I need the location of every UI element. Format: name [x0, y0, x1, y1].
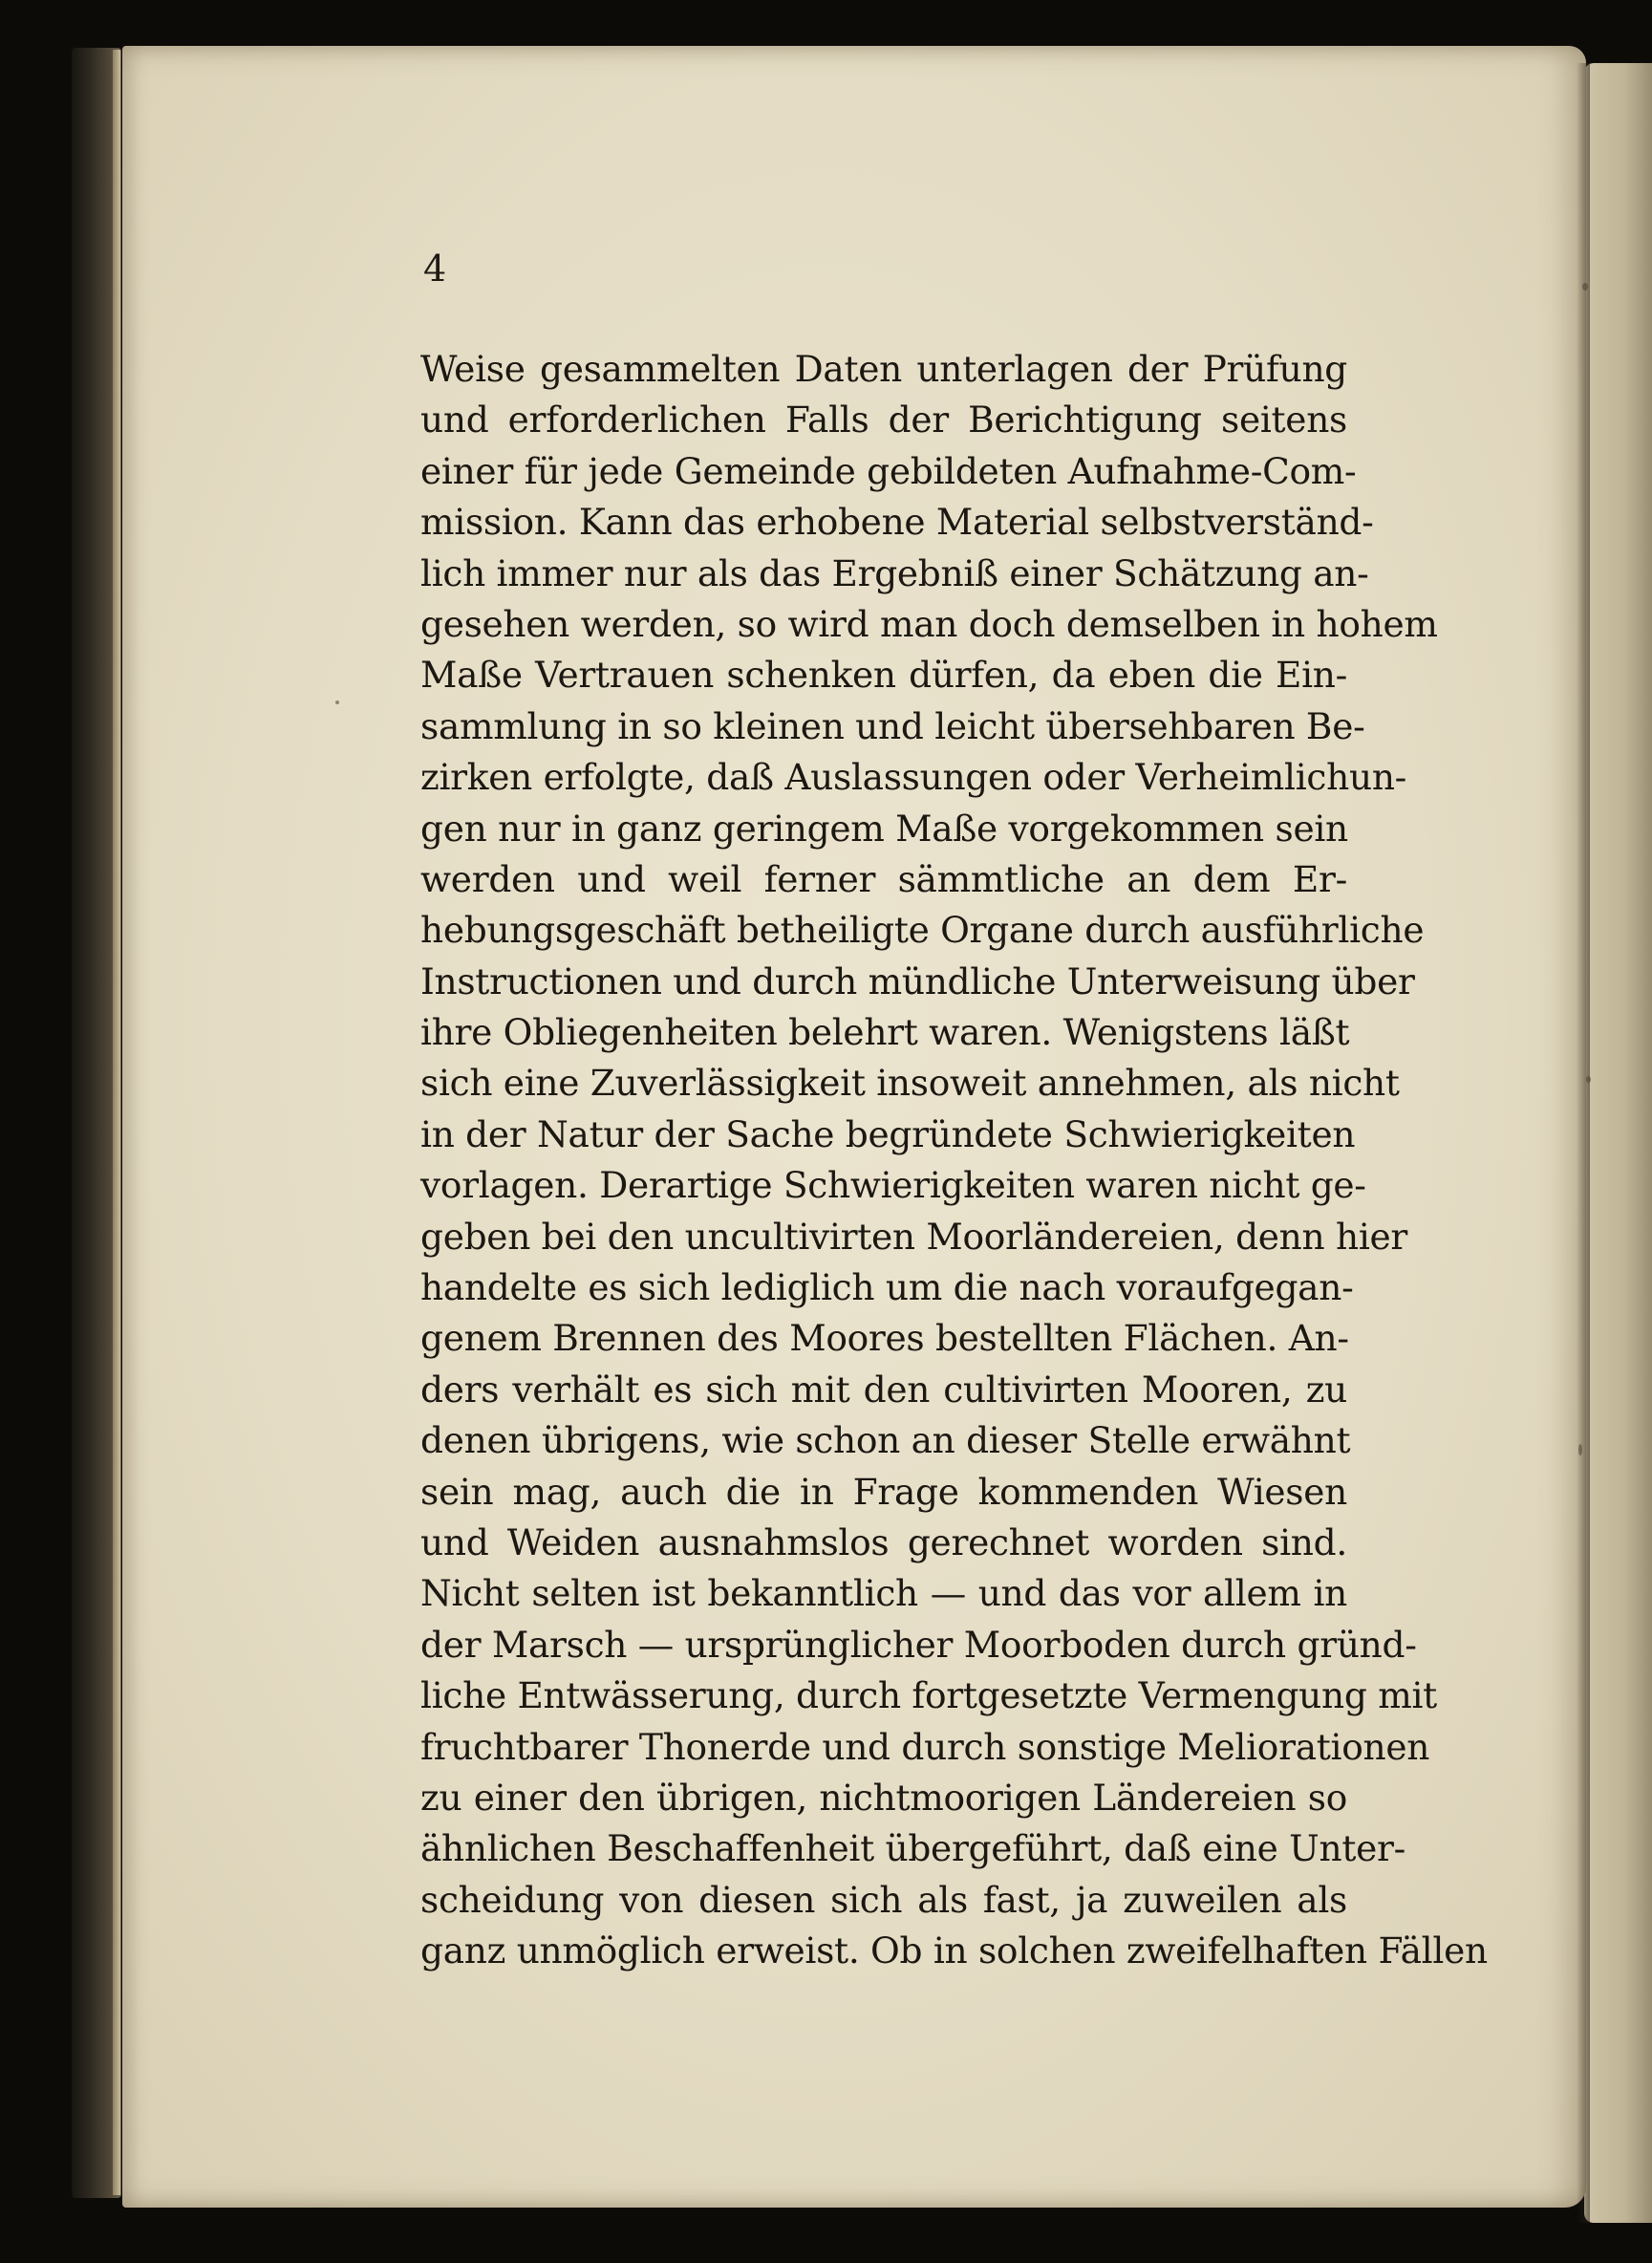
- text-line: liche Entwässerung, durch fortgesetzte Vermengung mit: [420, 1674, 1437, 1717]
- text-line: Maße Vertrauen schenken dürfen, da eben die Ein-: [420, 654, 1347, 697]
- page-gutter-shadow: [1577, 63, 1590, 2223]
- text-line: mission. Kann das erhobene Material selbstverständ-: [420, 501, 1374, 544]
- text-line: sammlung in so kleinen und leicht übersehbaren Be-: [420, 704, 1365, 747]
- text-line: denen übrigens, wie schon an dieser Stelle erwähnt: [420, 1419, 1351, 1462]
- text-line: zu einer den übrigen, nichtmoorigen Ländereien so: [420, 1776, 1347, 1819]
- text-line: Instructionen und durch mündliche Unterweisung über: [420, 959, 1415, 1002]
- text-line: genem Brennen des Moores bestellten Flächen. An-: [420, 1317, 1349, 1360]
- text-line: fruchtbarer Thonerde und durch sonstige Meliorationen: [420, 1725, 1430, 1768]
- text-line: und Weiden ausnahmslos gerechnet worden sind.: [420, 1520, 1347, 1563]
- text-line: werden und weil ferner sämmtliche an dem Er-: [420, 857, 1347, 900]
- text-line: sein mag, auch die in Frage kommenden Wiesen: [420, 1470, 1347, 1513]
- text-line: Nicht selten ist bekanntlich — und das vor allem in: [420, 1572, 1347, 1615]
- spine-page-edge: [113, 50, 120, 2195]
- text-line: ders verhält es sich mit den cultivirten Mooren, zu: [420, 1368, 1347, 1411]
- paper-speck: [1582, 283, 1588, 291]
- text-line: ihre Obliegenheiten belehrt waren. Wenigstens läßt: [420, 1011, 1350, 1054]
- paper-speck: [1578, 1444, 1582, 1455]
- text-line: sich eine Zuverlässigkeit insoweit annehmen, als nicht: [420, 1062, 1400, 1105]
- text-line: einer für jede Gemeinde gebildeten Aufnahme-Com-: [420, 449, 1357, 492]
- text-line: ganz unmöglich erweist. Ob in solchen zweifelhaften Fällen: [420, 1929, 1488, 1972]
- paper-speck: [335, 700, 339, 704]
- text-line: scheidung von diesen sich als fast, ja zuweilen als: [420, 1878, 1347, 1921]
- paper-speck: [1586, 1076, 1591, 1083]
- text-line: in der Natur der Sache begründete Schwierigkeiten: [420, 1112, 1356, 1155]
- page-number: 4: [423, 248, 447, 290]
- text-line: geben bei den uncultivirten Moorländereien, denn hier: [420, 1215, 1408, 1258]
- text-line: zirken erfolgte, daß Auslassungen oder Verheimlichun-: [420, 756, 1407, 799]
- facing-page-edge: [1584, 63, 1652, 2223]
- text-line: Weise gesammelten Daten unterlagen der Prüfung: [420, 348, 1347, 390]
- text-line: handelte es sich lediglich um die nach voraufgegan-: [420, 1266, 1354, 1309]
- text-line: gen nur in ganz geringem Maße vorgekommen sein: [420, 807, 1348, 850]
- text-line: vorlagen. Derartige Schwierigkeiten waren nicht ge-: [420, 1164, 1366, 1207]
- text-line: lich immer nur als das Ergebniß einer Schätzung an-: [420, 551, 1369, 594]
- text-line: hebungsgeschäft betheiligte Organe durch ausführliche: [420, 909, 1425, 952]
- text-line: gesehen werden, so wird man doch demselben in hohem: [420, 602, 1438, 645]
- text-line: der Marsch — ursprünglicher Moorboden durch gründ-: [420, 1623, 1417, 1666]
- text-line: und erforderlichen Falls der Berichtigung seitens: [420, 399, 1347, 442]
- body-text: [420, 344, 1488, 1977]
- text-line: ähnlichen Beschaffenheit übergeführt, daß eine Unter-: [420, 1827, 1405, 1870]
